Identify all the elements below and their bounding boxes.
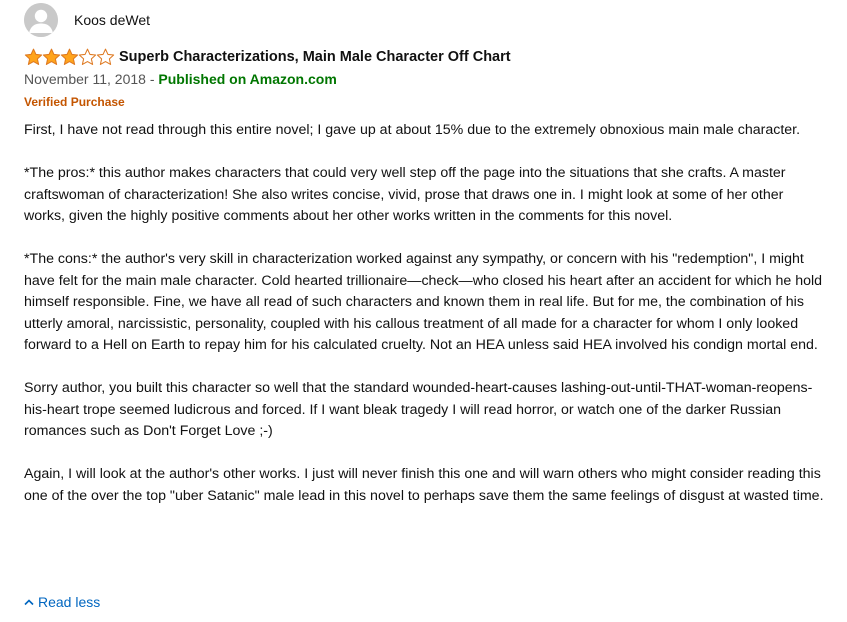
review-body (24, 120, 824, 529)
person-icon (24, 3, 58, 37)
published-on: Published on Amazon.com (158, 71, 337, 87)
review-paragraph: Again, I will look at the author's other works. I just will never finish this one and will warn others who might consider reading this one of the over the top "uber Satanic" male lead in this novel to perhaps save them the same feelings of disgust at wasted time. (24, 466, 824, 504)
review-paragraph: *The cons:* the author's very skill in characterization worked against any sympathy, or concern with his "redemption", I might have felt for the main male character. Cold hearted trillionaire—check—who closed his heart after an accident for which he hold himself responsible. Fine, we have all read of such characters and known them in real life. But for me, the combination of his utterly amoral, narcissistic, personality, coupled with his callous treatment of all made for a character for whom I only looked forward to a Hell on Earth to repay him for his calculated cruelty. Not an HEA unless said HEA involved his condign mortal end. (24, 251, 823, 353)
review-date: November 11, 2018 (24, 71, 146, 87)
review-paragraph: *The pros:* this author makes characters that could very well step off the page into the situations that she crafts. A master craftswoman of characterization! She also writes concise, vivid, prose that draws one in. I might look at some of her other works, given the highly positive comments about her other works written in the comments for this novel. (24, 165, 786, 224)
review-paragraph: First, I have not read through this entire novel; I gave up at about 15% due to the extremely obnoxious main male character. (24, 122, 801, 138)
review-title[interactable]: Superb Characterizations, Main Male Character Off Chart (119, 49, 511, 65)
star-filled-icon (60, 48, 79, 66)
read-less-label[interactable]: Read less (38, 594, 101, 610)
star-filled-icon (24, 48, 43, 66)
meta-separator: - (145, 71, 159, 87)
read-less-link[interactable] (24, 594, 100, 610)
star-empty-icon (78, 48, 97, 66)
review-meta (24, 71, 337, 87)
review-title-row (24, 46, 511, 68)
verified-purchase-badge: Verified Purchase (24, 95, 125, 109)
star-filled-icon (42, 48, 61, 66)
review-paragraph: Sorry author, you built this character so well that the standard wounded-heart-causes lashing-out-until-THAT-woman-reopens-his-heart trope seemed ludicrous and forced. If I want bleak tragedy I will read horror, or watch one of the darker Russian romances such as Don't Forget Love ;-) (24, 380, 813, 439)
reviewer-name[interactable]: Koos deWet (74, 12, 151, 28)
chevron-up-icon (24, 598, 34, 606)
reviewer-profile[interactable] (24, 3, 150, 37)
star-rating[interactable] (24, 48, 114, 66)
star-empty-icon (96, 48, 115, 66)
